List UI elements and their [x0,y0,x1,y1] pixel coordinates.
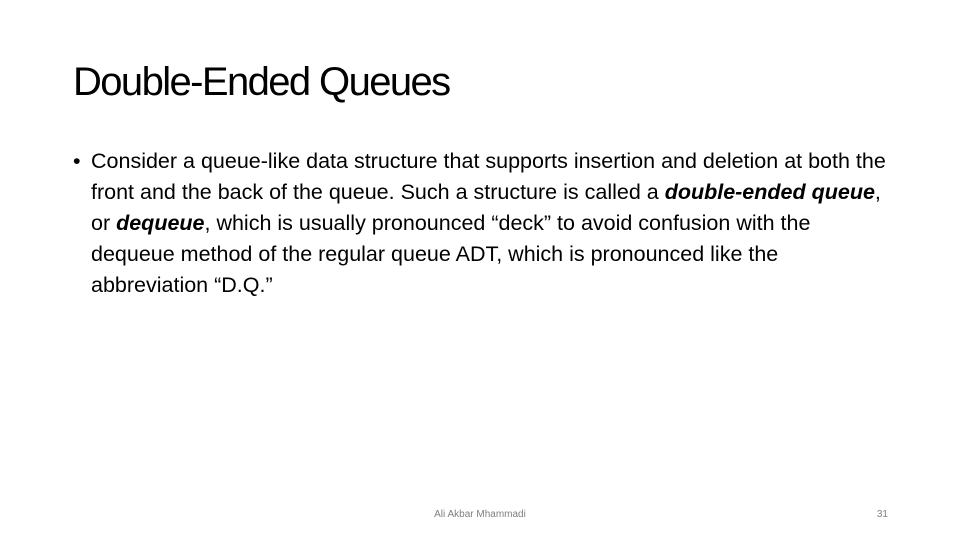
footer-author: Ali Akbar Mhammadi [434,509,526,520]
bullet-text [91,146,893,301]
bullet-text-part3: , which is usually pronounced “deck” to avoid confusion with the dequeue method of the regular queue ADT, which is pronounced like the abbreviation “D.Q.” [91,211,811,297]
bullet-text-part1: Consider a queue-like data structure that supports insertion and deletion at both the front and the back of the queue. Such a structure is called a [91,149,886,204]
slide-body [73,146,893,301]
bullet-text-part2: , or [91,180,881,235]
bullet-item [73,146,893,301]
term-dequeue: dequeue [116,211,205,235]
page-number: 31 [876,509,888,520]
bullet-icon: • [73,149,81,173]
term-double-ended-queue: double-ended queue [664,180,875,204]
slide-title: Double-Ended Queues [73,60,450,104]
